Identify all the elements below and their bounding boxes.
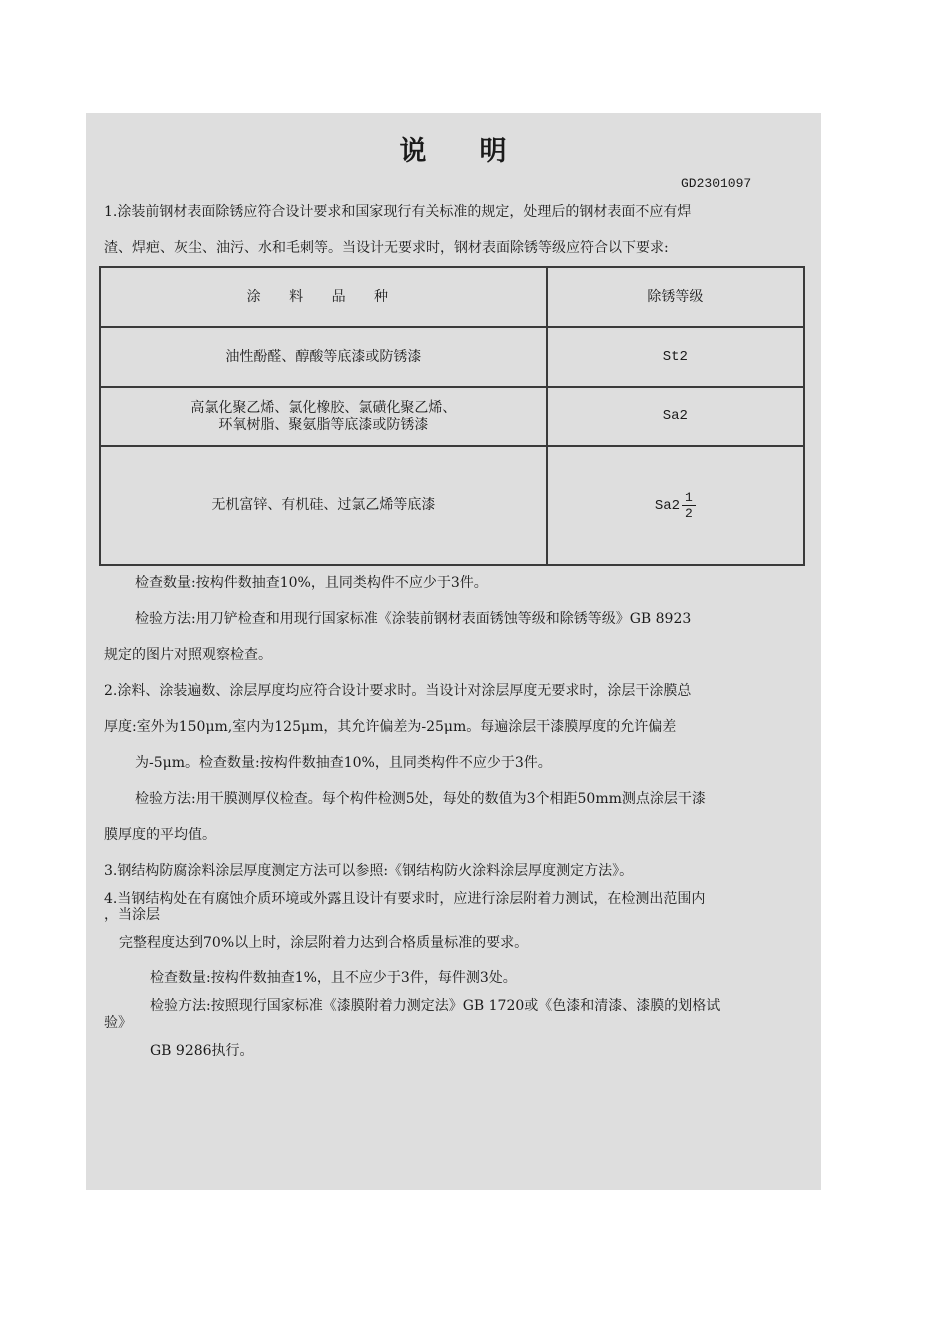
title-char-2: 明 <box>479 136 508 167</box>
section1-check-quantity: 检查数量:按构件数抽查10%，且同类构件不应少于3件。 <box>135 575 488 591</box>
section4-line1: 4.当钢结构处在有腐蚀介质环境或外露且设计有要求时，应进行涂层附着力测试，在检测出范围内 <box>104 891 706 907</box>
section4-check-quantity: 检查数量:按构件数抽查1%，且不应少于3件，每件测3处。 <box>150 970 517 986</box>
grade-cell: Sa2 <box>547 387 804 446</box>
section2-line1: 2.涂料、涂装遍数、涂层厚度均应符合设计要求时。当设计对涂层厚度无要求时，涂层干涂膜总 <box>104 683 692 699</box>
table-row <box>100 327 804 387</box>
section2-method-line1: 检验方法:用干膜测厚仪检查。每个构件检测5处，每处的数值为3个相距50mm测点涂层干漆 <box>135 791 706 807</box>
page-title <box>86 129 821 168</box>
section1-check-method-line1: 检验方法:用刀铲检查和用现行国家标准《涂装前钢材表面锈蚀等级和除锈等级》GB 8923 <box>135 611 692 627</box>
section4-check-method-line1: 检验方法:按照现行国家标准《漆膜附着力测定法》GB 1720或《色漆和清漆、漆膜的划格试 <box>150 998 721 1014</box>
section3-line1: 3.钢结构防腐涂料涂层厚度测定方法可以参照:《钢结构防火涂料涂层厚度测定方法》。 <box>104 863 634 879</box>
coating-cell <box>100 387 547 446</box>
rust-grade-table <box>99 266 805 566</box>
coating-line-1: 高氯化聚乙烯、氯化橡胶、氯磺化聚乙烯、 <box>190 399 457 416</box>
header-rust-grade: 除锈等级 <box>547 267 804 327</box>
table-row <box>100 446 804 565</box>
section1-check-method-line2: 规定的图片对照观察检查。 <box>104 647 272 663</box>
section4-line1-wrap: ，当涂层 <box>104 907 160 923</box>
coating-cell: 油性酚醛、醇酸等底漆或防锈漆 <box>100 327 547 387</box>
section1-line1: 1.涂装前钢材表面除锈应符合设计要求和国家现行有关标准的规定，处理后的钢材表面不应有焊 <box>104 204 692 220</box>
section4-line2: 完整程度达到70%以上时，涂层附着力达到合格质量标准的要求。 <box>119 935 529 951</box>
table-header-row <box>100 267 804 327</box>
title-char-1: 说 <box>399 136 428 167</box>
header-coating-type: 涂 料 品 种 <box>100 267 547 327</box>
fraction-denominator: 2 <box>685 506 693 521</box>
fraction-numerator: 1 <box>682 490 696 506</box>
section4-check-method-line1-wrap: 验》 <box>104 1015 132 1031</box>
grade-fraction <box>682 490 696 521</box>
table-row <box>100 387 804 446</box>
coating-cell: 无机富锌、有机硅、过氯乙烯等底漆 <box>100 446 547 565</box>
section2-line2: 厚度:室外为150μm,室内为125μm，其允许偏差为-25μm。每遍涂层干漆膜厚度的允许偏差 <box>104 719 677 735</box>
section1-line2: 渣、焊疤、灰尘、油污、水和毛刺等。当设计无要求时，钢材表面除锈等级应符合以下要求: <box>104 240 669 256</box>
grade-base: Sa2 <box>654 498 681 515</box>
coating-line-2: 环氧树脂、聚氨脂等底漆或防锈漆 <box>218 416 429 433</box>
document-panel <box>86 113 821 1190</box>
section2-method-line2: 膜厚度的平均值。 <box>104 827 216 843</box>
document-code: GD2301097 <box>681 176 752 191</box>
grade-cell: St2 <box>547 327 804 387</box>
section2-line3: 为-5μm。检查数量:按构件数抽查10%，且同类构件不应少于3件。 <box>135 755 552 771</box>
grade-cell <box>547 446 804 565</box>
section4-check-method-line2: GB 9286执行。 <box>150 1043 254 1059</box>
